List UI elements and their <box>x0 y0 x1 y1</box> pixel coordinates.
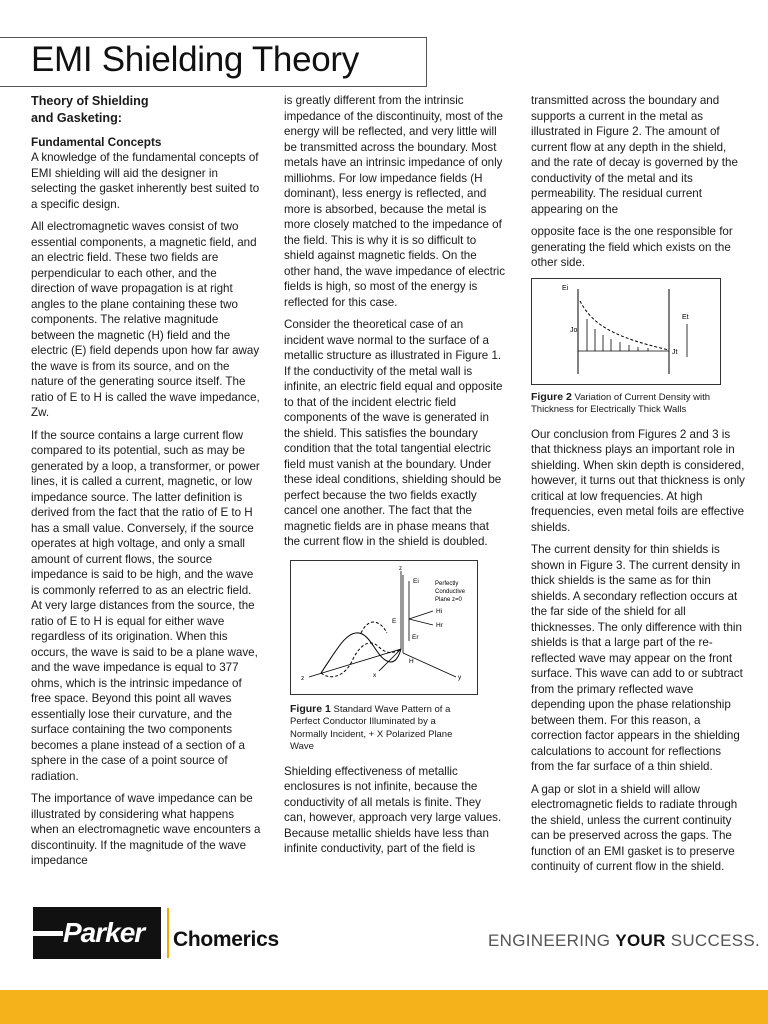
tagline-part-3: SUCCESS. <box>670 931 761 950</box>
y-axis-line <box>403 653 456 677</box>
figure-2-caption-text: Variation of Current Density with Thickness for Electrically Thick Walls <box>531 391 711 415</box>
upper-wave-curve <box>361 622 387 633</box>
label-ei: Ei <box>562 284 569 292</box>
hi-arrow <box>409 611 433 619</box>
tagline <box>488 931 760 951</box>
tagline-part-1: ENGINEERING <box>488 931 611 950</box>
paragraph: All electromagnetic waves consist of two essential components, a magnetic field, and an electric field. These two fields are perpendicular to each other, and the direction of wave propagation is at right angles to the plane containing these two components. The relative magnitude between the magnetic (H) field and the electric (E) field depends upon how far away the wave is from its source, and on the nature of the generating source itself. The ratio of E to H is called the wave impedance, Zw. <box>31 220 260 419</box>
label-jt: Jt <box>672 348 678 356</box>
page-title: EMI Shielding Theory <box>31 40 359 79</box>
paragraph: is greatly different from the intrinsic impedance of the discontinuity, most of the energy will be reflected, and very little will be transmitted across the boundary. Most metals have an intrinsic impedance of only milliohms. For low impedance fields (H dominant), less energy is reflected, and more is absorbed, because the metal is more closely matched to the impedance of the field. This is why it is so difficult to shield against magnetic fields. On the other hand, the wave impedance of electric fields is high, so most of the energy is reflected for this case. <box>284 94 506 309</box>
parker-logo <box>33 907 161 959</box>
label-plane-2: Conductive <box>435 588 466 595</box>
label-y-axis: y <box>458 673 462 681</box>
paragraph: transmitted across the boundary and supports a current in the metal as illustrated in Figure 2. The amount of current flow at any depth in the shield, and the rate of decay is governed by the conductivity of the metal and its permeability. The residual current appearing on the <box>531 94 738 216</box>
label-z-top: z <box>399 565 402 572</box>
label-plane-1: Perfectly <box>435 580 459 587</box>
logo-divider <box>167 908 169 958</box>
footer-band <box>0 990 768 1024</box>
hr-arrow <box>409 619 433 625</box>
paragraph: opposite face is the one responsible for generating the field which exists on the other side. <box>531 225 733 269</box>
tagline-part-2: YOUR <box>615 931 666 950</box>
label-z-axis: z <box>301 674 305 682</box>
logo-bar <box>33 931 63 936</box>
heading-line-2: and Gasketing: <box>31 111 122 125</box>
paragraph: The importance of wave impedance can be illustrated by considering what happens when an electromagnetic wave encounters a discontinuity. If the magnitude of the wave impedance <box>31 792 261 867</box>
paragraph: A gap or slot in a shield will allow electromagnetic fields to radiate through the shield, unless the current continuity can be preserved across the gaps. The function of an EMI gasket is to preserve continuity of current flow in the shield. <box>531 782 738 873</box>
figure-2-diagram <box>531 278 721 385</box>
paragraph: Our conclusion from Figures 2 and 3 is that thickness plays an important role in shielding. When skin depth is considered, however, it turns out that thickness is only critical at low frequencies. At high frequencies, even metal foils are effective shields. <box>531 427 745 534</box>
label-jo: Jo <box>570 326 578 334</box>
brand-name: Chomerics <box>173 928 279 951</box>
figure-1-caption <box>290 703 470 754</box>
subheading: Fundamental Concepts <box>31 135 162 149</box>
heading-line-1: Theory of Shielding <box>31 94 149 108</box>
paragraph: Consider the theoretical case of an incident wave normal to the surface of a metallic structure as illustrated in Figure 1. If the conductivity of the metal wall is infinite, an electric field equal and opposite to that of the incident electric field components of the wave is generated in the shield. This satisfies the boundary condition that the total tangential electric field must vanish at the boundary. Under these ideal conditions, shielding should be perfect because the two fields exactly cancel one another. The fact that the magnetic fields are in phase means that the current flow in the shield is doubled. <box>284 318 503 548</box>
label-x-axis: x <box>373 671 377 679</box>
figure-2-caption <box>531 391 746 417</box>
reflected-wave-curve <box>321 643 401 677</box>
label-plane-3: Plane z=0 <box>435 596 462 603</box>
label-hr: Hr <box>436 621 443 629</box>
label-hi: Hi <box>436 607 443 615</box>
paragraph: If the source contains a large current flow compared to its potential, such as may be generated by a loop, a transformer, or power lines, it is called a current, magnetic, or low impedance source. The latter definition is derived from the fact that the ratio of E to H has a small value. Conversely, if the source operates at high voltage, and only a small amount of current flows, the source impedance is said to be high, and the wave is commonly referred to as an electric field. At very large distances from the source, the ratio of E to H is equal for either wave regardless of its origination. When this occurs, the wave is said to be a plane wave, and the wave impedance is equal to 377 ohms, which is the intrinsic impedance of free space. Beyond this point all waves essentially lose their curvature, and the surface containing the two components becomes a plane instead of a section of a sphere in the case of a point source of radiation. <box>31 428 260 783</box>
figure-1-label: Figure 1 <box>290 702 331 715</box>
figure-1-svg <box>291 561 477 694</box>
label-h: H <box>409 657 414 665</box>
figure-1-diagram <box>290 560 478 695</box>
figure-1-caption-text: Standard Wave Pattern of a Perfect Conductor Illuminated by a Normally Incident, + X Polarized Plane Wave <box>290 703 453 752</box>
figure-2-svg <box>532 279 720 384</box>
paragraph: The current density for thin shields is shown in Figure 3. The current density in thick shields is the same as for thin shields. A secondary reflection occurs at the far side of the shield for all thicknesses. The only difference with thin shields is that a large part of the re-reflected wave may appear on the front surface. This wave can add to or subtract from the primary reflected wave depending upon the phase relationship between them. For this reason, a correction factor appears in the shielding calculations to account for reflections from the far surface of a thin shield. <box>531 543 743 773</box>
label-e: E <box>392 617 397 625</box>
logo-text: Parker <box>63 917 145 948</box>
column-2 <box>284 93 506 864</box>
column-1 <box>31 93 263 876</box>
paragraph: Shielding effectiveness of metallic enclosures is not infinite, because the conductivity of all metals is finite. They can, however, approach very large values. Because metallic shields have less than infinite conductivity, part of the field is <box>284 764 502 855</box>
label-et: Et <box>682 313 689 321</box>
section-heading <box>31 93 263 127</box>
decay-curve <box>580 301 669 350</box>
column-3 <box>531 93 746 882</box>
label-ei: Ei <box>413 577 419 585</box>
paragraph: A knowledge of the fundamental concepts of EMI shielding will aid the designer in selecting the gasket inherently best suited to a specific design. <box>31 151 260 211</box>
label-er: Er <box>412 633 419 641</box>
figure-2-label: Figure 2 <box>531 390 572 403</box>
